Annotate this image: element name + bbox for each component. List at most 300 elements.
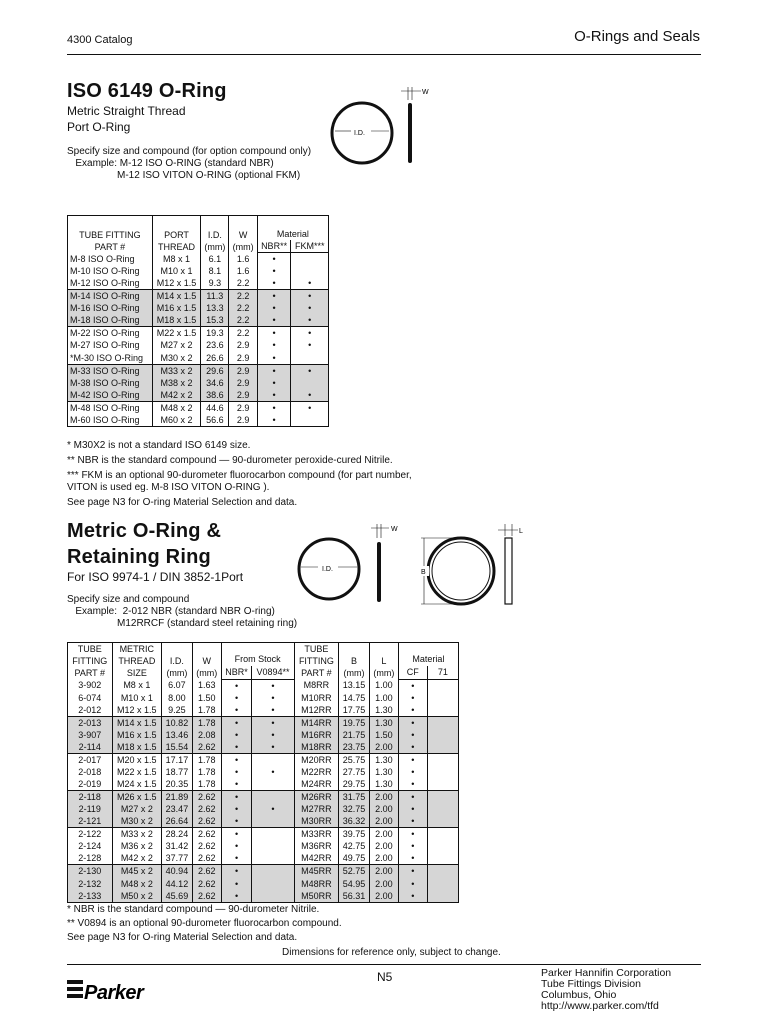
cell-cf: •	[398, 778, 427, 791]
cell-nbr: •	[221, 840, 252, 852]
cell-b: 39.75	[339, 828, 370, 841]
cell-thread: M30 x 2	[112, 815, 162, 828]
catalog-label: 4300 Catalog	[67, 34, 133, 46]
col-cf-header: CF	[398, 666, 427, 679]
cell-nbr: •	[221, 741, 252, 754]
cell-part: 2-119	[68, 803, 113, 815]
table-row	[68, 766, 459, 778]
table-row	[68, 377, 329, 389]
cell-w: 2.9	[229, 377, 257, 389]
col-part-header: TUBE FITTING PART #	[68, 216, 153, 253]
cell-w: 2.62	[192, 865, 221, 878]
table-row	[68, 877, 459, 889]
table-row	[68, 791, 459, 804]
cell-w: 1.78	[192, 704, 221, 717]
cell-id: 31.42	[162, 840, 193, 852]
cell-b: 27.75	[339, 766, 370, 778]
col-w-header: W (mm)	[192, 643, 221, 680]
cell-id: 9.3	[201, 277, 229, 290]
cell-id: 8.1	[201, 265, 229, 277]
iso-example-1: Example: M-12 ISO O-RING (standard NBR)	[67, 158, 274, 169]
cell-thread: M16 x 1.5	[152, 302, 200, 314]
cell-nbr: •	[257, 414, 291, 427]
cell-nbr: •	[257, 401, 291, 414]
iso-spec-text: Specify size and compound (for option compound only)	[67, 146, 312, 157]
cell-fkm: •	[291, 314, 329, 327]
cell-id: 23.6	[201, 339, 229, 351]
cell-w: 1.6	[229, 265, 257, 277]
cell-thread: M12 x 1.5	[112, 704, 162, 717]
cell-v: •	[252, 741, 294, 754]
footer-rule	[67, 964, 701, 965]
cell-w: 2.62	[192, 815, 221, 828]
cell-id: 6.07	[162, 679, 193, 692]
cell-id: 13.3	[201, 302, 229, 314]
cell-fkm	[291, 265, 329, 277]
cell-part: 2-132	[68, 877, 113, 889]
table-row	[68, 277, 329, 290]
cell-nbr: •	[257, 377, 291, 389]
cell-part: M-18 ISO O-Ring	[68, 314, 153, 327]
cell-part: 3-907	[68, 729, 113, 741]
cell-v: •	[252, 729, 294, 741]
iso-oring-table	[67, 215, 329, 427]
cell-m71	[427, 753, 458, 766]
cell-nbr: •	[221, 791, 252, 804]
cell-l: 2.00	[369, 852, 398, 865]
oring-side-view	[408, 103, 412, 163]
table-row	[68, 389, 329, 402]
cell-part: 2-013	[68, 716, 113, 729]
cell-thread: M22 x 1.5	[152, 327, 200, 340]
metric-footnote: * NBR is the standard compound — 90-durometer Nitrile.	[67, 904, 320, 915]
cell-part: M-22 ISO O-Ring	[68, 327, 153, 340]
cell-m71	[427, 704, 458, 717]
cell-cf: •	[398, 729, 427, 741]
cell-nbr: •	[221, 753, 252, 766]
cell-part: 2-124	[68, 840, 113, 852]
col-nbr-header: NBR*	[221, 666, 252, 679]
cell-nbr: •	[257, 327, 291, 340]
cell-id: 23.47	[162, 803, 193, 815]
table-row	[68, 865, 459, 878]
cell-thread: M10 x 1	[112, 692, 162, 704]
metric-footnote: ** V0894 is an optional 90-durometer fluorocarbon compound.	[67, 918, 342, 929]
cell-cf: •	[398, 791, 427, 804]
cell-id: 38.6	[201, 389, 229, 402]
cell-part: M-48 ISO O-Ring	[68, 401, 153, 414]
cell-id: 45.69	[162, 890, 193, 903]
cell-cf: •	[398, 890, 427, 903]
cell-v	[252, 852, 294, 865]
table-row	[68, 327, 329, 340]
cell-part: 2-012	[68, 704, 113, 717]
cell-rr: M48RR	[294, 877, 339, 889]
cell-thread: M27 x 2	[112, 803, 162, 815]
retaining-ring-side-view	[505, 538, 512, 604]
cell-nbr: •	[257, 265, 291, 277]
cell-thread: M42 x 2	[152, 389, 200, 402]
cell-w: 2.62	[192, 791, 221, 804]
cell-v: •	[252, 704, 294, 717]
col-fkm-header: FKM***	[291, 240, 329, 253]
cell-thread: M48 x 2	[112, 877, 162, 889]
cell-rr: M16RR	[294, 729, 339, 741]
w-label: W	[391, 526, 398, 533]
cell-thread: M50 x 2	[112, 890, 162, 903]
metric-example-1: Example: 2-012 NBR (standard NBR O-ring)	[67, 606, 275, 617]
cell-fkm: •	[291, 389, 329, 402]
cell-cf: •	[398, 803, 427, 815]
cell-part: 2-019	[68, 778, 113, 791]
col-w-header: W (mm)	[229, 216, 257, 253]
table-row	[68, 290, 329, 303]
cell-fkm: •	[291, 401, 329, 414]
cell-id: 11.3	[201, 290, 229, 303]
metric-subtitle: For ISO 9974-1 / DIN 3852-1Port	[67, 570, 244, 584]
cell-id: 21.89	[162, 791, 193, 804]
table-row	[68, 704, 459, 717]
cell-nbr: •	[257, 302, 291, 314]
iso-title: ISO 6149 O-Ring	[67, 80, 227, 102]
cell-fkm: •	[291, 339, 329, 351]
id-label: I.D.	[322, 566, 333, 573]
cell-l: 1.30	[369, 704, 398, 717]
col-id-header: I.D. (mm)	[162, 643, 193, 680]
cell-m71	[427, 852, 458, 865]
cell-m71	[427, 877, 458, 889]
cell-m71	[427, 778, 458, 791]
table-row	[68, 753, 459, 766]
cell-id: 10.82	[162, 716, 193, 729]
cell-nbr: •	[221, 815, 252, 828]
table-row	[68, 302, 329, 314]
table-row	[68, 314, 329, 327]
cell-w: 2.62	[192, 840, 221, 852]
cell-v: •	[252, 803, 294, 815]
cell-rr: M30RR	[294, 815, 339, 828]
metric-spec-block	[67, 594, 297, 630]
metric-ring-diagram	[295, 520, 535, 610]
cell-w: 1.50	[192, 692, 221, 704]
cell-thread: M22 x 1.5	[112, 766, 162, 778]
cell-m71	[427, 741, 458, 754]
table-row	[68, 840, 459, 852]
cell-cf: •	[398, 716, 427, 729]
section-title: O-Rings and Seals	[574, 28, 700, 45]
cell-w: 2.62	[192, 877, 221, 889]
table-row	[68, 692, 459, 704]
cell-v: •	[252, 692, 294, 704]
cell-part: 2-130	[68, 865, 113, 878]
cell-thread: M33 x 2	[112, 828, 162, 841]
cell-m71	[427, 890, 458, 903]
cell-v: •	[252, 716, 294, 729]
col-rr-part-header: TUBE FITTING PART #	[294, 643, 339, 680]
table-row	[68, 401, 329, 414]
cell-cf: •	[398, 704, 427, 717]
cell-thread: M42 x 2	[112, 852, 162, 865]
metric-table-body	[68, 679, 459, 902]
col-part-header: TUBE FITTING PART #	[68, 643, 113, 680]
cell-m71	[427, 815, 458, 828]
cell-fkm: •	[291, 327, 329, 340]
cell-w: 2.62	[192, 803, 221, 815]
cell-part: *M-30 ISO O-Ring	[68, 352, 153, 365]
logo-wordmark: Parker	[84, 982, 144, 1004]
table-row	[68, 339, 329, 351]
cell-v	[252, 791, 294, 804]
cell-part: 2-122	[68, 828, 113, 841]
cell-id: 6.1	[201, 253, 229, 266]
col-thread-header: METRIC THREAD SIZE	[112, 643, 162, 680]
cell-part: 6-074	[68, 692, 113, 704]
cell-cf: •	[398, 828, 427, 841]
cell-cf: •	[398, 877, 427, 889]
cell-b: 19.75	[339, 716, 370, 729]
cell-fkm	[291, 377, 329, 389]
iso-subtitle-line2: Port O-Ring	[67, 120, 131, 134]
cell-part: M-8 ISO O-Ring	[68, 253, 153, 266]
cell-w: 2.62	[192, 741, 221, 754]
cell-nbr: •	[221, 766, 252, 778]
corp-url[interactable]: http://www.parker.com/tfd	[541, 1000, 659, 1012]
cell-part: M-60 ISO O-Ring	[68, 414, 153, 427]
l-label: L	[519, 528, 523, 535]
cell-l: 2.00	[369, 828, 398, 841]
cell-nbr: •	[221, 692, 252, 704]
cell-nbr: •	[257, 253, 291, 266]
cell-w: 2.62	[192, 890, 221, 903]
col-71-header: 71	[427, 666, 458, 679]
cell-rr: M12RR	[294, 704, 339, 717]
corp-name: Parker Hannifin Corporation	[541, 967, 672, 979]
iso-footnote: *** FKM is an optional 90-durometer fluorocarbon compound (for part number,	[67, 470, 412, 481]
cell-m71	[427, 729, 458, 741]
cell-v	[252, 840, 294, 852]
cell-l: 2.00	[369, 741, 398, 754]
cell-cf: •	[398, 840, 427, 852]
cell-m71	[427, 840, 458, 852]
cell-b: 36.32	[339, 815, 370, 828]
iso-example-2: M-12 ISO VITON O-RING (optional FKM)	[67, 170, 301, 181]
table-row	[68, 679, 459, 692]
cell-nbr: •	[221, 679, 252, 692]
cell-id: 26.6	[201, 352, 229, 365]
table-row	[68, 803, 459, 815]
cell-rr: M24RR	[294, 778, 339, 791]
col-v0894-header: V0894**	[252, 666, 294, 679]
cell-rr: M42RR	[294, 852, 339, 865]
cell-nbr: •	[257, 314, 291, 327]
cell-m71	[427, 692, 458, 704]
cell-l: 1.30	[369, 716, 398, 729]
cell-part: M-16 ISO O-Ring	[68, 302, 153, 314]
retaining-ring-front-view	[428, 538, 494, 604]
cell-w: 1.6	[229, 253, 257, 266]
cell-thread: M27 x 2	[152, 339, 200, 351]
cell-thread: M33 x 2	[152, 364, 200, 377]
cell-part: M-33 ISO O-Ring	[68, 364, 153, 377]
cell-w: 1.78	[192, 716, 221, 729]
metric-spec-text: Specify size and compound	[67, 594, 190, 605]
cell-w: 2.62	[192, 828, 221, 841]
cell-id: 13.46	[162, 729, 193, 741]
col-l-header: L (mm)	[369, 643, 398, 680]
header-rule	[67, 54, 701, 55]
cell-l: 2.00	[369, 803, 398, 815]
cell-rr: M18RR	[294, 741, 339, 754]
iso-footnotes	[67, 440, 412, 512]
cell-m71	[427, 791, 458, 804]
cell-v	[252, 890, 294, 903]
cell-part: 2-118	[68, 791, 113, 804]
cell-w: 1.63	[192, 679, 221, 692]
col-thread-header: PORT THREAD	[152, 216, 200, 253]
cell-b: 42.75	[339, 840, 370, 852]
cell-thread: M48 x 2	[152, 401, 200, 414]
cell-rr: M45RR	[294, 865, 339, 878]
cell-thread: M18 x 1.5	[152, 314, 200, 327]
metric-title	[67, 518, 221, 570]
cell-l: 1.30	[369, 753, 398, 766]
cell-w: 2.62	[192, 852, 221, 865]
cell-id: 20.35	[162, 778, 193, 791]
cell-thread: M24 x 1.5	[112, 778, 162, 791]
cell-rr: M36RR	[294, 840, 339, 852]
cell-nbr: •	[221, 828, 252, 841]
cell-w: 1.78	[192, 766, 221, 778]
cell-w: 2.9	[229, 414, 257, 427]
cell-b: 31.75	[339, 791, 370, 804]
cell-part: 2-128	[68, 852, 113, 865]
cell-thread: M30 x 2	[152, 352, 200, 365]
cell-rr: M33RR	[294, 828, 339, 841]
cell-l: 1.00	[369, 679, 398, 692]
cell-id: 18.77	[162, 766, 193, 778]
cell-l: 2.00	[369, 815, 398, 828]
cell-cf: •	[398, 865, 427, 878]
cell-part: 2-121	[68, 815, 113, 828]
cell-id: 15.3	[201, 314, 229, 327]
cell-part: M-12 ISO O-Ring	[68, 277, 153, 290]
cell-thread: M10 x 1	[152, 265, 200, 277]
cell-id: 19.3	[201, 327, 229, 340]
cell-b: 21.75	[339, 729, 370, 741]
cell-nbr: •	[257, 352, 291, 365]
cell-l: 2.00	[369, 840, 398, 852]
cell-id: 17.17	[162, 753, 193, 766]
cell-part: 2-018	[68, 766, 113, 778]
cell-rr: M20RR	[294, 753, 339, 766]
cell-fkm	[291, 253, 329, 266]
cell-id: 26.64	[162, 815, 193, 828]
cell-l: 2.00	[369, 791, 398, 804]
cell-id: 44.12	[162, 877, 193, 889]
cell-thread: M45 x 2	[112, 865, 162, 878]
cell-v	[252, 828, 294, 841]
cell-v	[252, 778, 294, 791]
iso-footnote: See page N3 for O-ring Material Selection and data.	[67, 497, 298, 508]
col-material-header: Material	[257, 216, 328, 241]
cell-cf: •	[398, 692, 427, 704]
iso-footnote: VITON is used eg. M-8 ISO VITON O-RING ).	[67, 482, 270, 493]
metric-example-2: M12RRCF (standard steel retaining ring)	[67, 618, 298, 629]
cell-rr: M50RR	[294, 890, 339, 903]
cell-b: 29.75	[339, 778, 370, 791]
cell-w: 1.78	[192, 778, 221, 791]
cell-l: 1.30	[369, 766, 398, 778]
cell-w: 2.08	[192, 729, 221, 741]
col-material-header: Material	[398, 643, 458, 666]
cell-thread: M36 x 2	[112, 840, 162, 852]
cell-nbr: •	[221, 729, 252, 741]
iso-footnote: * M30X2 is not a standard ISO 6149 size.	[67, 440, 251, 451]
cell-nbr: •	[221, 716, 252, 729]
cell-w: 2.9	[229, 352, 257, 365]
cell-rr: M26RR	[294, 791, 339, 804]
cell-b: 25.75	[339, 753, 370, 766]
cell-cf: •	[398, 753, 427, 766]
w-label: W	[422, 89, 429, 96]
id-label: I.D.	[354, 130, 365, 137]
cell-m71	[427, 828, 458, 841]
cell-thread: M8 x 1	[152, 253, 200, 266]
cell-id: 56.6	[201, 414, 229, 427]
cell-w: 2.2	[229, 314, 257, 327]
cell-nbr: •	[257, 290, 291, 303]
cell-nbr: •	[221, 877, 252, 889]
cell-cf: •	[398, 852, 427, 865]
cell-part: 2-133	[68, 890, 113, 903]
cell-fkm: •	[291, 277, 329, 290]
table-row	[68, 778, 459, 791]
cell-cf: •	[398, 815, 427, 828]
cell-v: •	[252, 766, 294, 778]
cell-rr: M27RR	[294, 803, 339, 815]
cell-b: 13.15	[339, 679, 370, 692]
cell-m71	[427, 679, 458, 692]
col-nbr-header: NBR**	[257, 240, 291, 253]
cell-nbr: •	[221, 704, 252, 717]
cell-part: 3-902	[68, 679, 113, 692]
table-row	[68, 741, 459, 754]
cell-fkm: •	[291, 364, 329, 377]
cell-v	[252, 877, 294, 889]
cell-w: 2.9	[229, 364, 257, 377]
cell-l: 1.00	[369, 692, 398, 704]
b-label: B	[421, 569, 426, 576]
table-row	[68, 364, 329, 377]
cell-id: 8.00	[162, 692, 193, 704]
metric-title-line1: Metric O-Ring &	[67, 520, 222, 542]
cell-fkm	[291, 414, 329, 427]
cell-fkm: •	[291, 302, 329, 314]
table-row	[68, 815, 459, 828]
cell-id: 9.25	[162, 704, 193, 717]
cell-w: 2.9	[229, 389, 257, 402]
cell-thread: M26 x 1.5	[112, 791, 162, 804]
iso-table-body	[68, 253, 329, 427]
cell-id: 28.24	[162, 828, 193, 841]
cell-cf: •	[398, 679, 427, 692]
dimensions-note: Dimensions for reference only, subject to change.	[282, 947, 501, 958]
cell-thread: M8 x 1	[112, 679, 162, 692]
cell-l: 1.50	[369, 729, 398, 741]
cell-nbr: •	[221, 852, 252, 865]
cell-id: 37.77	[162, 852, 193, 865]
cell-l: 2.00	[369, 865, 398, 878]
